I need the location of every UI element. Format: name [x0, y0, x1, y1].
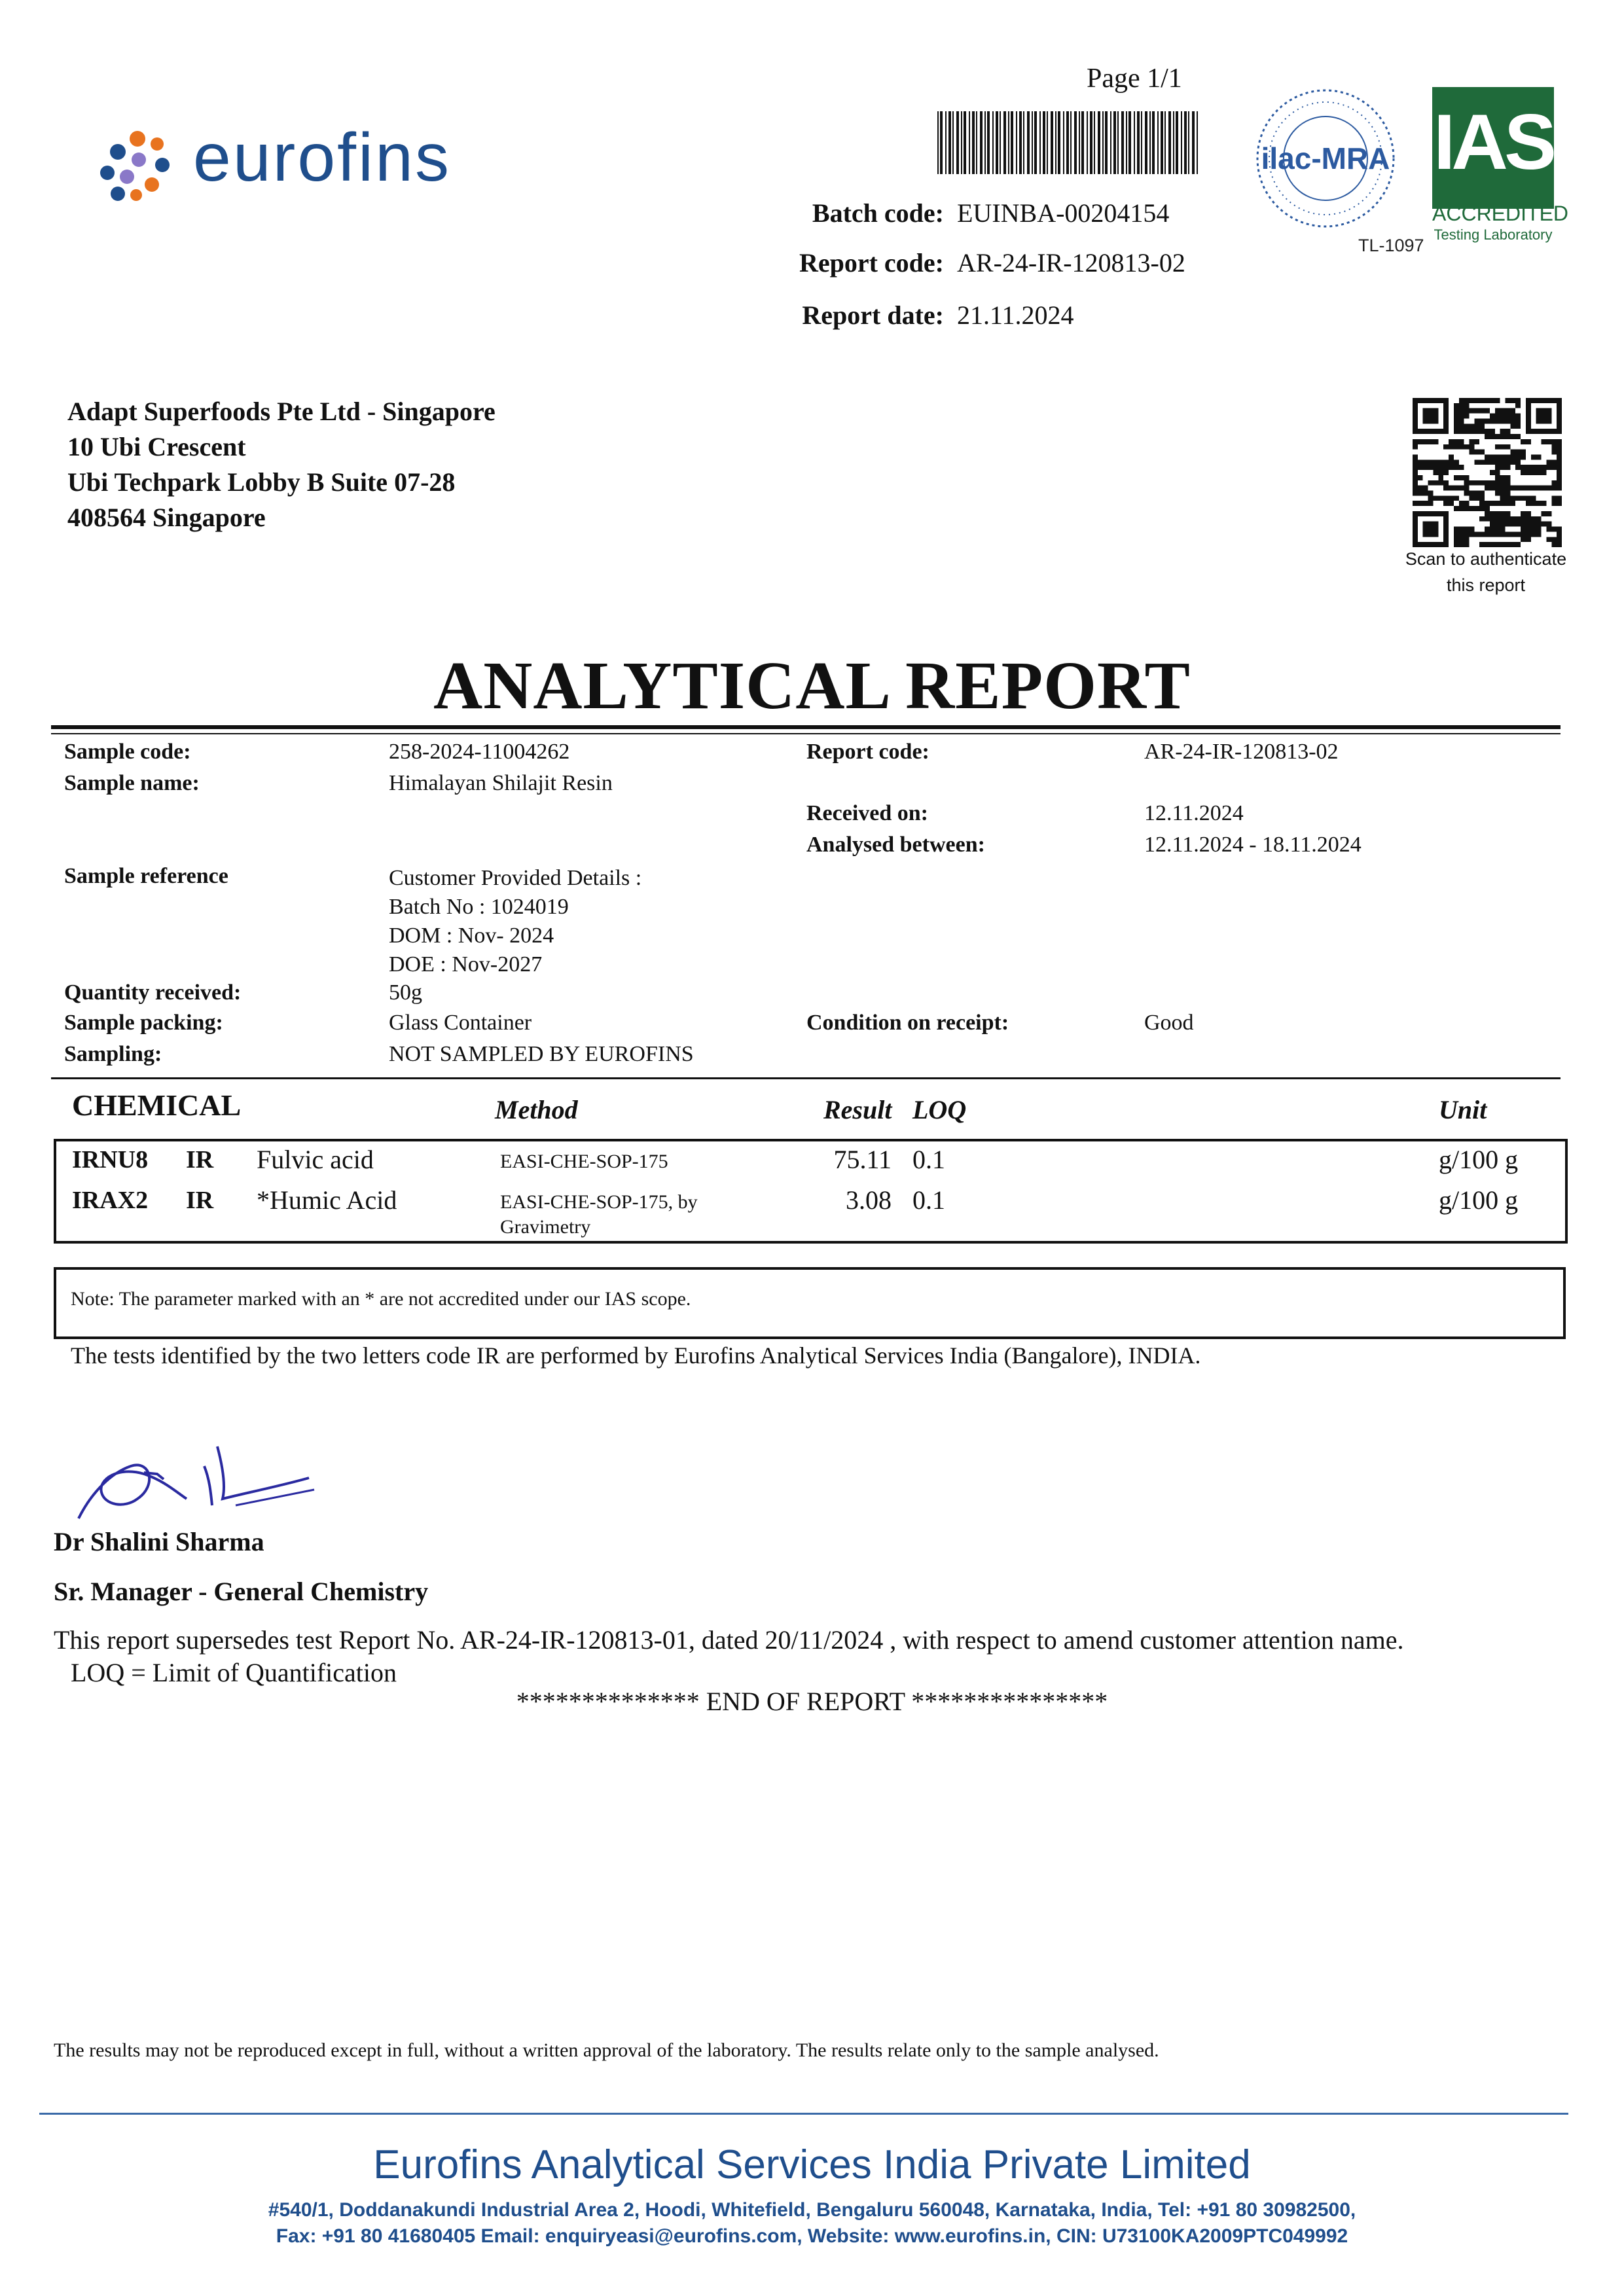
row-lab: IR — [186, 1187, 214, 1214]
row-method — [500, 1190, 698, 1240]
sample-code-value: 258-2024-11004262 — [389, 740, 570, 764]
accredited-text: ACCREDITED — [1432, 202, 1569, 225]
row-unit: g/100 g — [1439, 1145, 1519, 1174]
row-parameter: Fulvic acid — [257, 1145, 374, 1174]
sample-name-value: Himalayan Shilajit Resin — [389, 771, 613, 795]
tests-performed-note: The tests identified by the two letters code IR are performed by Eurofins Analytical Services India (Bangalore), INDIA. — [71, 1342, 1201, 1369]
page-number: Page 1/1 — [1087, 63, 1182, 94]
signatory-name: Dr Shalini Sharma — [54, 1527, 264, 1556]
accreditation-note: Note: The parameter marked with an * are not accredited under our IAS scope. — [71, 1288, 691, 1310]
report-date-label: Report date: — [802, 300, 944, 330]
signatory-role: Sr. Manager - General Chemistry — [54, 1577, 429, 1606]
divider — [51, 1077, 1561, 1079]
sample-reference-label: Sample reference — [64, 864, 228, 888]
condition-value: Good — [1144, 1011, 1194, 1035]
barcode-icon — [937, 111, 1198, 174]
sample-packing-value: Glass Container — [389, 1011, 532, 1035]
row-method: EASI-CHE-SOP-175 — [500, 1151, 668, 1172]
report-code-value: AR-24-IR-120813-02 — [957, 248, 1185, 278]
sample-name-label: Sample name: — [64, 771, 200, 795]
sampling-value: NOT SAMPLED BY EUROFINS — [389, 1042, 694, 1066]
qr-code-icon[interactable] — [1413, 398, 1562, 547]
row-code: IRNU8 — [72, 1146, 149, 1174]
sample-reference-value — [389, 864, 641, 979]
address-line: 10 Ubi Crescent — [67, 432, 246, 461]
row-loq: 0.1 — [912, 1185, 945, 1215]
row-loq: 0.1 — [912, 1145, 945, 1174]
analysed-between-value: 12.11.2024 - 18.11.2024 — [1144, 833, 1362, 857]
address-line: Ubi Techpark Lobby B Suite 07-28 — [67, 467, 456, 497]
quantity-received-label: Quantity received: — [64, 980, 242, 1005]
tl-code: TL-1097 — [1358, 236, 1424, 255]
result-column-header: Result — [823, 1095, 892, 1124]
report-code-label: Report code: — [799, 248, 944, 278]
quantity-received-value: 50g — [389, 980, 422, 1005]
signature-icon — [65, 1427, 321, 1525]
divider — [51, 733, 1561, 734]
row-lab: IR — [186, 1146, 214, 1174]
scan-line: Scan to authenticate — [1405, 549, 1567, 569]
unit-column-header: Unit — [1439, 1095, 1487, 1124]
reference-line: DOM : Nov- 2024 — [389, 924, 554, 948]
ilac-mra-text: ilac-MRA — [1261, 141, 1390, 175]
ias-badge-text: IAS — [1433, 98, 1553, 186]
address-line: 408564 Singapore — [67, 503, 266, 532]
method-line: EASI-CHE-SOP-175, by — [500, 1191, 698, 1213]
report-date-value: 21.11.2024 — [957, 300, 1074, 330]
sample-packing-label: Sample packing: — [64, 1011, 223, 1035]
sampling-label: Sampling: — [64, 1042, 162, 1066]
row-unit: g/100 g — [1439, 1185, 1519, 1215]
eurofins-logo-text: eurofins — [193, 120, 451, 196]
reference-line: Customer Provided Details : — [389, 866, 642, 890]
divider — [51, 725, 1561, 729]
analysed-between-label: Analysed between: — [806, 833, 985, 857]
footer-contact: Fax: +91 80 41680405 Email: enquiryeasi@eurofins.com, Website: www.eurofins.in, CIN: U73100KA2009PTC049992 — [276, 2225, 1348, 2247]
chemical-heading: CHEMICAL — [72, 1088, 242, 1122]
batch-code-value: EUINBA-00204154 — [957, 198, 1170, 228]
end-of-report: ************** END OF REPORT *************** — [516, 1687, 1108, 1716]
reference-line: Batch No : 1024019 — [389, 895, 569, 919]
method-line: Gravimetry — [500, 1216, 591, 1238]
footer-address: #540/1, Doddanakundi Industrial Area 2, Hoodi, Whitefield, Bengaluru 560048, Karnataka, India, Tel: +91 80 30982500, — [268, 2199, 1356, 2221]
supersede-note: This report supersedes test Report No. AR-24-IR-120813-01, dated 20/11/2024 , with respect to amend customer attention name. — [54, 1625, 1404, 1655]
loq-definition: LOQ = Limit of Quantification — [71, 1658, 397, 1687]
method-column-header: Method — [495, 1095, 578, 1124]
loq-column-header: LOQ — [912, 1095, 967, 1124]
testing-lab-text: Testing Laboratory — [1434, 226, 1553, 243]
disclaimer: The results may not be reproduced except in full, without a written approval of the laboratory. The results relate only to the sample analysed. — [54, 2039, 1159, 2061]
received-on-value: 12.11.2024 — [1144, 801, 1244, 825]
batch-code-label: Batch code: — [812, 198, 944, 228]
received-on-label: Received on: — [806, 801, 929, 825]
row-code: IRAX2 — [72, 1187, 149, 1214]
scan-to-authenticate-text — [1388, 546, 1584, 598]
sample-code-label: Sample code: — [64, 740, 191, 764]
report-code-label-2: Report code: — [806, 740, 929, 764]
eurofins-logo-icon — [98, 130, 177, 203]
report-code-value-2: AR-24-IR-120813-02 — [1144, 740, 1339, 764]
row-parameter: *Humic Acid — [257, 1185, 397, 1215]
scan-line: this report — [1446, 575, 1526, 595]
footer-divider — [39, 2113, 1568, 2115]
row-result: 75.11 — [833, 1145, 892, 1174]
report-title: ANALYTICAL REPORT — [433, 648, 1191, 723]
reference-line: DOE : Nov-2027 — [389, 952, 543, 977]
customer-address — [67, 394, 496, 535]
condition-label: Condition on receipt: — [806, 1011, 1009, 1035]
row-result: 3.08 — [846, 1185, 892, 1215]
address-line: Adapt Superfoods Pte Ltd - Singapore — [67, 397, 496, 426]
footer-company-name: Eurofins Analytical Services India Private Limited — [373, 2142, 1251, 2187]
ilac-mra-seal-icon — [1247, 85, 1404, 242]
